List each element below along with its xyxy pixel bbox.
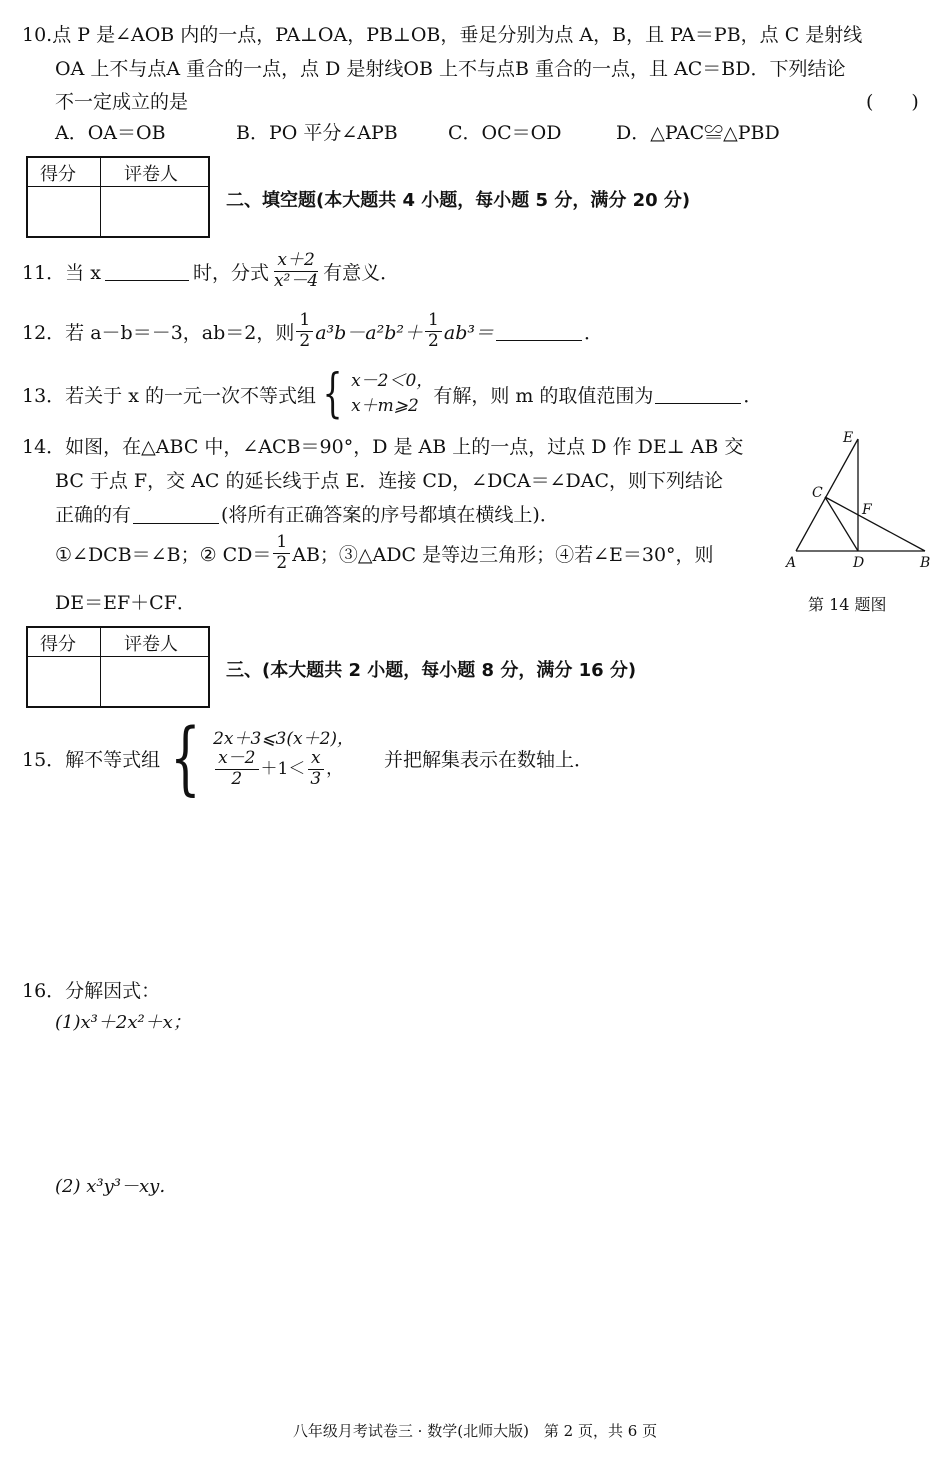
q12-frac1-den: 2 [299,330,311,351]
q14-line3 [55,500,559,527]
q14-figure [780,425,940,575]
q15-prefix: 15．解不等式组 [22,748,161,771]
fig-label-f: F [862,502,872,518]
q13 [22,364,763,424]
q15-row2-frac2 [307,747,324,789]
q12-answer-blank [496,321,582,341]
q14-fraction [273,534,290,573]
section2-title: 二、填空题(本大题共 4 小题，每小题 5 分，满分 20 分) [226,190,691,211]
q14-answer-blank [133,504,219,524]
q15-row2-end: ， [326,759,344,779]
q15-inequality-system [160,711,355,804]
q13-brace: { [322,364,343,424]
q16-part2: (2) x³y³－xy． [55,1176,178,1197]
q11-suffix: 有意义． [323,261,400,284]
q12-fraction-1 [296,312,313,351]
score-box-col-score: 得分 [40,164,76,185]
q12 [22,312,603,351]
q14-line1: 14．如图，在△ABC 中，∠ACB＝90°，D 是 AB 上的一点，过点 D 作 DE⊥ AB 交 [22,436,744,458]
q11-fraction [271,252,321,291]
q15-row2-frac2-num: x [308,750,324,770]
q10-line1: 10.点 P 是∠AOB 内的一点，PA⊥OA，PB⊥OB，垂足分别为点 A，B，且 PA＝PB，点 C 是射线 [22,24,863,46]
q10-line2: OA 上不与点A 重合的一点，点 D 是射线OB 上不与点B 重合的一点，且 AC＝BD．下列结论 [55,58,846,80]
q15-row2-frac1 [215,747,258,789]
q15-row2-frac2-den: 3 [310,768,322,789]
q11-middle: 时，分式 [192,261,269,284]
q12-prefix: 12．若 a－b＝－3，ab＝2，则 [22,321,295,344]
q16-title: 16．分解因式： [22,980,161,1002]
score-box-section3 [26,626,210,708]
score-box-col-grader: 评卷人 [124,164,178,185]
score-box-col-score: 得分 [40,634,76,655]
score-box-col-grader: 评卷人 [124,634,178,655]
q14-frac-num: 1 [273,534,290,554]
q13-inequality-system [316,364,434,424]
section3-title: 三、(本大题共 2 小题，每小题 8 分，满分 16 分) [226,660,637,681]
fig-label-e: E [843,430,854,446]
fig-label-d: D [853,555,865,571]
q16-part1: (1)x³＋2x²＋x； [55,1012,191,1033]
page-footer: 八年级月考试卷三 · 数学(北师大版) 第 2 页，共 6 页 [292,1422,658,1440]
q10-line3: 不一定成立的是 [55,91,189,113]
q14-line4-pre: ①∠DCB＝∠B；② CD＝ [55,543,272,566]
q14-line3-post: (将所有正确答案的序号都填在横线上)． [221,504,559,526]
q12-mid2: ab³＝ [443,321,494,344]
q10-option-d: D．△PAC≌△PBD [616,122,780,144]
q15-row1: 2x＋3⩽3(x＋2)， [213,728,355,749]
q12-frac2-num: 1 [425,312,442,332]
q14-line3-pre: 正确的有 [55,504,132,526]
q12-fraction-2 [425,312,442,351]
q12-end: ． [583,321,603,344]
q15-row2 [213,747,354,789]
q14-line4 [55,534,714,573]
q11-frac-den: x²－4 [273,270,319,291]
q10-option-a: A．OA＝OB [55,122,166,144]
q12-mid1: a³b－a²b²＋ [315,321,424,344]
fig-line-cd [825,497,858,551]
q14-line5: DE＝EF＋CF． [55,592,196,614]
q13-suffix: 有解，则 m 的取值范围为 [433,384,654,407]
q13-prefix: 13．若关于 x 的一元一次不等式组 [22,384,316,407]
fig-label-c: C [812,485,823,501]
q14-line2: BC 于点 F，交 AC 的延长线于点 E．连接 CD，∠DCA＝∠DAC，则下列结论 [55,470,723,492]
q11 [22,252,399,291]
fig-line-ae [796,439,858,551]
fig-line-cb [825,497,925,551]
q10-option-c: C．OC＝OD [448,122,562,144]
q14-frac-den: 2 [276,552,288,573]
q11-prefix: 11．当 x [22,261,101,284]
q15-row2-frac1-den: 2 [231,768,243,789]
q14-line4-post: AB；③△ADC 是等边三角形；④若∠E＝30°，则 [292,543,714,566]
q15 [22,711,594,804]
fig-label-b: B [920,555,931,571]
q15-brace: { [170,711,201,804]
q14-figure-caption: 第 14 题图 [808,595,887,614]
score-box-section2 [26,156,210,238]
q13-row2: x＋m⩾2 [351,396,419,416]
fig-label-a: A [786,555,797,571]
q12-frac1-num: 1 [296,312,313,332]
q10-option-b: B．PO 平分∠APB [236,122,398,144]
q10-answer-paren: ( ) [866,91,919,113]
q15-suffix: 并把解集表示在数轴上． [384,748,594,771]
q13-row1: x－2＜0， [351,370,434,391]
q13-answer-blank [655,384,741,404]
q15-row2-mid: ＋1＜ [260,759,306,779]
q15-row2-frac1-num: x－2 [215,750,258,770]
q11-answer-blank [105,261,189,281]
q11-frac-num: x＋2 [274,252,317,272]
q12-frac2-den: 2 [428,330,439,351]
q13-end: ． [743,384,763,407]
